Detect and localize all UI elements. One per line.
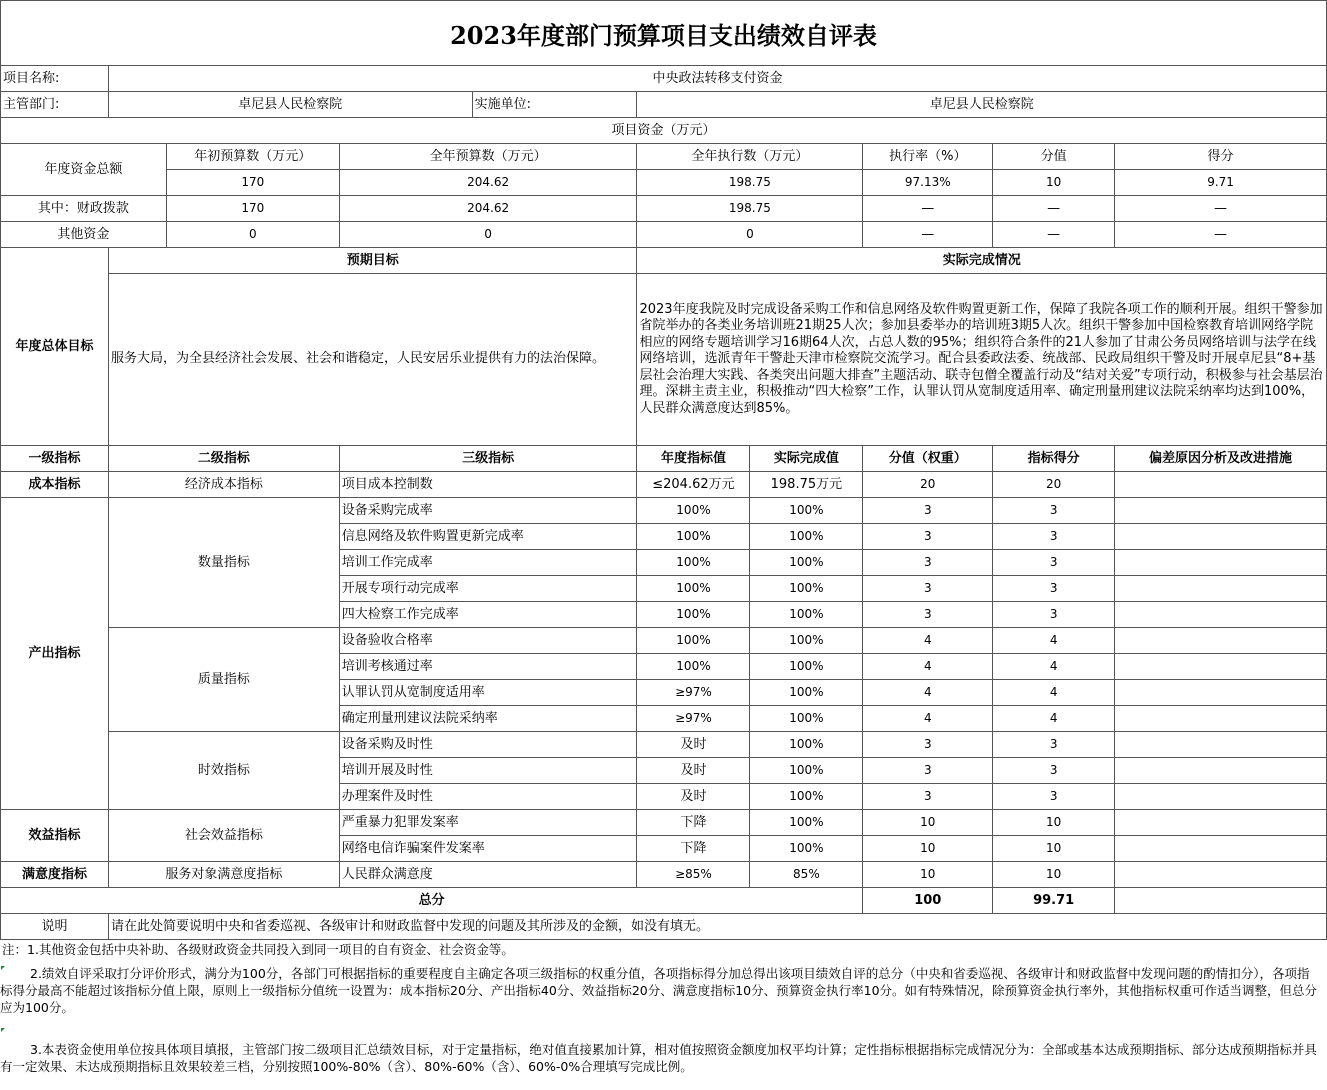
funds-value: — <box>863 196 993 222</box>
indicator-weight: 4 <box>863 628 993 654</box>
indicator-weight: 4 <box>863 706 993 732</box>
funds-value: 0 <box>637 222 863 248</box>
indicator-target: ≤204.62万元 <box>637 472 750 498</box>
level2-timeliness: 时效指标 <box>108 732 339 810</box>
indicator-weight: 3 <box>863 758 993 784</box>
expected-goal-header: 预期目标 <box>108 248 637 274</box>
level2-cost: 经济成本指标 <box>108 472 339 498</box>
funds-value: — <box>863 222 993 248</box>
indicator-note <box>1115 680 1327 706</box>
indicator-name: 培训考核通过率 <box>339 654 637 680</box>
indicator-target: 及时 <box>637 732 750 758</box>
indicator-name: 四大检察工作完成率 <box>339 602 637 628</box>
indicator-note <box>1115 602 1327 628</box>
funds-header-cell: 全年预算数（万元） <box>339 144 637 170</box>
funds-value: 9.71 <box>1115 170 1327 196</box>
indicator-header: 三级指标 <box>339 446 637 472</box>
indicator-weight: 4 <box>863 680 993 706</box>
funds-header-cell: 年初预算数（万元） <box>166 144 339 170</box>
indicator-actual: 100% <box>750 784 863 810</box>
indicator-name: 设备采购完成率 <box>339 498 637 524</box>
indicator-name: 项目成本控制数 <box>339 472 637 498</box>
indicator-name: 办理案件及时性 <box>339 784 637 810</box>
total-label: 总分 <box>1 888 863 914</box>
indicator-target: 100% <box>637 498 750 524</box>
indicator-name: 培训工作完成率 <box>339 550 637 576</box>
indicator-name: 开展专项行动完成率 <box>339 576 637 602</box>
evaluation-table <box>0 65 1327 940</box>
indicator-name: 人民群众满意度 <box>339 862 637 888</box>
indicator-target: 100% <box>637 550 750 576</box>
indicator-weight: 10 <box>863 862 993 888</box>
indicator-score: 3 <box>993 498 1115 524</box>
indicator-header: 分值（权重） <box>863 446 993 472</box>
total-weight: 100 <box>863 888 993 914</box>
indicator-target: 100% <box>637 576 750 602</box>
dept-label: 主管部门: <box>1 92 109 118</box>
funds-value: 170 <box>166 170 339 196</box>
indicator-note <box>1115 654 1327 680</box>
level1-output: 产出指标 <box>1 498 109 810</box>
indicator-header: 实际完成值 <box>750 446 863 472</box>
funds-header: 项目资金（万元） <box>1 118 1327 144</box>
indicator-header: 年度指标值 <box>637 446 750 472</box>
indicator-note <box>1115 862 1327 888</box>
indicator-weight: 4 <box>863 654 993 680</box>
funds-value: 0 <box>166 222 339 248</box>
level1-cost: 成本指标 <box>1 472 109 498</box>
level1-benefit: 效益指标 <box>1 810 109 862</box>
actual-goal-text: 2023年度我院及时完成设备采购工作和信息网络及软件购置更新工作，保障了我院各项工作的顺利开展。组织干警参加省院举办的各类业务培训班21期25人次；参加县委举办的培训班3期5人次。组织干警参加中国检察教育培训网络学院相应的网络专题培训学习16期64人次，占总人数的95%；组织符合条件的21人参加了甘肃公务员网络培训与法学在线网络培训，选派青年干警赴天津市检察院交流学习。配合县委政法委、统战部、民政局组织干警及时开展卓尼县“8+基层社会治理大实践、各类突出问题大排查”主题活动、联寺包僧全覆盖行动及“结对关爱”专项行动，积极参与社会基层治理。深耕主责主业，积极推动“四大检察”工作，认罪认罚从宽制度适用率、确定刑量刑建议法院采纳率均达到100%，人民群众满意度达到85%。 <box>637 274 1327 446</box>
indicator-note <box>1115 524 1327 550</box>
indicator-weight: 3 <box>863 732 993 758</box>
funds-total-label: 年度资金总额 <box>1 144 167 196</box>
indicator-header: 偏差原因分析及改进措施 <box>1115 446 1327 472</box>
indicator-target: 及时 <box>637 758 750 784</box>
funds-other-label: 其他资金 <box>1 222 167 248</box>
indicator-score: 3 <box>993 524 1115 550</box>
indicator-target: ≥97% <box>637 680 750 706</box>
indicator-score: 3 <box>993 758 1115 784</box>
indicator-actual: 100% <box>750 602 863 628</box>
project-name-label: 项目名称: <box>1 66 109 92</box>
footnote-2: 2.绩效自评采取打分评价形式，满分为100分，各部门可根据指标的重要程度自主确定各项三级指标的权重分值，各项指标得分加总得出该项目绩效自评的总分（中央和省委巡视、各级审计和财政监督中发现问题的酌情扣分），各项指标得分最高不能超过该指标分值上限，原则上一级指标分值统一设置为：成本指标20分、产出指标40分、效益指标20分、满意度指标10分、预算资金执行率10分。如有特殊情况，除预算资金执行率外，其他指标权重可作适当调整，但总分应为100分。 <box>0 966 1318 1015</box>
indicator-weight: 3 <box>863 576 993 602</box>
funds-header-cell: 执行率（%） <box>863 144 993 170</box>
funds-value: — <box>1115 196 1327 222</box>
funds-value: 10 <box>993 170 1115 196</box>
indicator-header: 一级指标 <box>1 446 109 472</box>
indicator-note <box>1115 732 1327 758</box>
level2-quantity: 数量指标 <box>108 498 339 628</box>
indicator-target: 100% <box>637 628 750 654</box>
level2-social: 社会效益指标 <box>108 810 339 862</box>
indicator-name: 设备采购及时性 <box>339 732 637 758</box>
indicator-note <box>1115 576 1327 602</box>
expected-goal-text: 服务大局，为全县经济社会发展、社会和谐稳定，人民安居乐业提供有力的法治保障。 <box>108 274 637 446</box>
indicator-name: 网络电信诈骗案件发案率 <box>339 836 637 862</box>
indicator-note <box>1115 550 1327 576</box>
indicator-score: 10 <box>993 836 1115 862</box>
indicator-target: 下降 <box>637 836 750 862</box>
indicator-note <box>1115 498 1327 524</box>
indicator-header: 二级指标 <box>108 446 339 472</box>
indicator-score: 4 <box>993 706 1115 732</box>
funds-value: 204.62 <box>339 170 637 196</box>
impl-label: 实施单位: <box>472 92 637 118</box>
indicator-note <box>1115 706 1327 732</box>
indicator-name: 确定刑量刑建议法院采纳率 <box>339 706 637 732</box>
funds-value: 204.62 <box>339 196 637 222</box>
explain-label: 说明 <box>1 914 109 940</box>
total-note <box>1115 888 1327 914</box>
indicator-score: 4 <box>993 628 1115 654</box>
actual-goal-header: 实际完成情况 <box>637 248 1327 274</box>
footnote-1: 注：1.其他资金包括中央补助、各级财政资金共同投入到同一项目的自有资金、社会资金等。 <box>2 942 514 957</box>
indicator-score: 3 <box>993 550 1115 576</box>
indicator-actual: 100% <box>750 498 863 524</box>
indicator-name: 严重暴力犯罪发案率 <box>339 810 637 836</box>
sheet-title: 2023年度部门预算项目支出绩效自评表 <box>0 0 1327 66</box>
indicator-header: 指标得分 <box>993 446 1115 472</box>
project-name-value: 中央政法转移支付资金 <box>108 66 1326 92</box>
indicator-actual: 100% <box>750 654 863 680</box>
funds-value: 0 <box>339 222 637 248</box>
indicator-note <box>1115 628 1327 654</box>
indicator-name: 信息网络及软件购置更新完成率 <box>339 524 637 550</box>
funds-fiscal-label: 其中：财政拨款 <box>1 196 167 222</box>
dept-value: 卓尼县人民检察院 <box>108 92 472 118</box>
indicator-name: 认罪认罚从宽制度适用率 <box>339 680 637 706</box>
funds-value: 198.75 <box>637 196 863 222</box>
funds-value: 97.13% <box>863 170 993 196</box>
indicator-actual: 100% <box>750 706 863 732</box>
indicator-weight: 3 <box>863 550 993 576</box>
indicator-weight: 10 <box>863 836 993 862</box>
indicator-name: 培训开展及时性 <box>339 758 637 784</box>
indicator-weight: 3 <box>863 602 993 628</box>
indicator-target: 下降 <box>637 810 750 836</box>
indicator-actual: 85% <box>750 862 863 888</box>
indicator-note <box>1115 836 1327 862</box>
funds-header-cell: 分值 <box>993 144 1115 170</box>
cell-marker-icon <box>1 1028 5 1032</box>
funds-value: — <box>1115 222 1327 248</box>
indicator-weight: 10 <box>863 810 993 836</box>
indicator-target: ≥85% <box>637 862 750 888</box>
footnote-3: 3.本表资金使用单位按具体项目填报，主管部门按二级项目汇总绩效目标，对于定量指标，绝对值直接累加计算，相对值按照资金额度加权平均计算；定性指标根据指标完成情况分为：全部或基本达成预期指标、部分达成预期指标并具有一定效果、未达成预期指标且效果较差三档，分别按照100%-80%（含）、80%-60%（含）、60%-0%合理填写完成比例。 <box>0 1042 1317 1074</box>
indicator-actual: 100% <box>750 680 863 706</box>
indicator-score: 4 <box>993 680 1115 706</box>
indicator-note <box>1115 472 1327 498</box>
indicator-score: 3 <box>993 732 1115 758</box>
indicator-actual: 100% <box>750 628 863 654</box>
explain-text: 请在此处简要说明中央和省委巡视、各级审计和财政监督中发现的问题及其所涉及的金额，如没有填无。 <box>108 914 1326 940</box>
indicator-note <box>1115 784 1327 810</box>
funds-header-cell: 得分 <box>1115 144 1327 170</box>
indicator-score: 20 <box>993 472 1115 498</box>
indicator-score: 4 <box>993 654 1115 680</box>
indicator-score: 10 <box>993 810 1115 836</box>
indicator-actual: 100% <box>750 576 863 602</box>
total-score: 99.71 <box>993 888 1115 914</box>
indicator-actual: 100% <box>750 550 863 576</box>
funds-value: — <box>993 196 1115 222</box>
indicator-score: 3 <box>993 784 1115 810</box>
level2-service: 服务对象满意度指标 <box>108 862 339 888</box>
indicator-target: 100% <box>637 602 750 628</box>
indicator-score: 3 <box>993 576 1115 602</box>
indicator-note <box>1115 758 1327 784</box>
impl-value: 卓尼县人民检察院 <box>637 92 1327 118</box>
funds-header-cell: 全年执行数（万元） <box>637 144 863 170</box>
indicator-name: 设备验收合格率 <box>339 628 637 654</box>
indicator-actual: 100% <box>750 810 863 836</box>
indicator-score: 3 <box>993 602 1115 628</box>
funds-value: — <box>993 222 1115 248</box>
indicator-weight: 3 <box>863 498 993 524</box>
indicator-weight: 3 <box>863 524 993 550</box>
indicator-weight: 20 <box>863 472 993 498</box>
indicator-actual: 100% <box>750 732 863 758</box>
indicator-target: ≥97% <box>637 706 750 732</box>
indicator-weight: 3 <box>863 784 993 810</box>
indicator-target: 100% <box>637 654 750 680</box>
indicator-score: 10 <box>993 862 1115 888</box>
indicator-target: 100% <box>637 524 750 550</box>
indicator-actual: 198.75万元 <box>750 472 863 498</box>
level2-quality: 质量指标 <box>108 628 339 732</box>
indicator-actual: 100% <box>750 836 863 862</box>
funds-value: 170 <box>166 196 339 222</box>
indicator-actual: 100% <box>750 524 863 550</box>
level1-satisfaction: 满意度指标 <box>1 862 109 888</box>
indicator-target: 及时 <box>637 784 750 810</box>
funds-value: 198.75 <box>637 170 863 196</box>
indicator-actual: 100% <box>750 758 863 784</box>
goal-label: 年度总体目标 <box>1 248 109 446</box>
indicator-note <box>1115 810 1327 836</box>
